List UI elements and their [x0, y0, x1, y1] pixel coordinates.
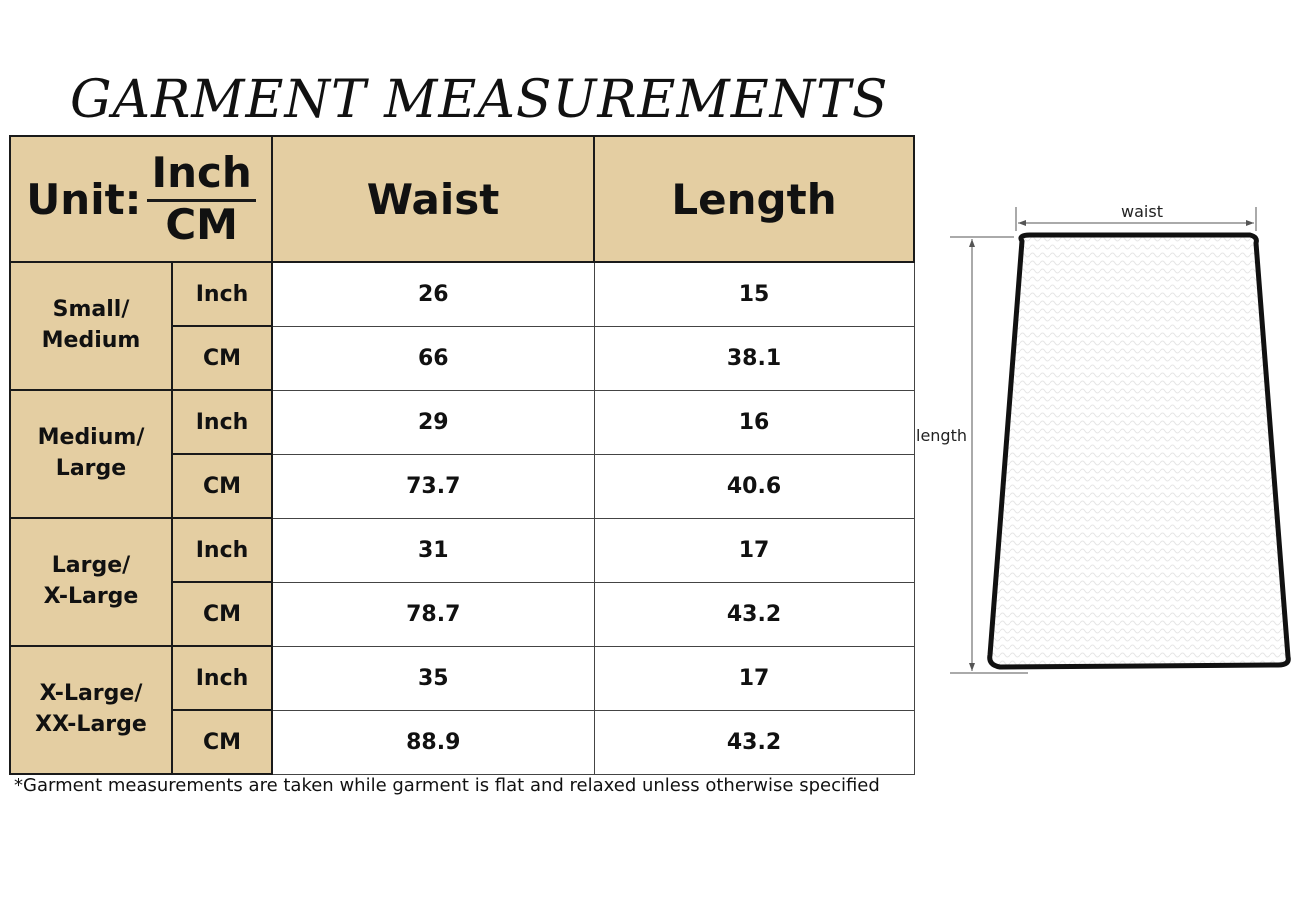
table-header-row: [10, 136, 914, 262]
size-label: X-Large/ XX-Large: [10, 646, 172, 774]
length-label: length: [916, 426, 967, 445]
row-unit-label: Inch: [172, 518, 272, 582]
row-unit-label: CM: [172, 710, 272, 774]
length-value: 40.6: [594, 454, 914, 518]
table-row: [10, 646, 914, 710]
page-title: GARMENT MEASUREMENTS: [70, 70, 889, 130]
size-chart-table: [9, 135, 915, 775]
length-value: 17: [594, 646, 914, 710]
size-label: Large/ X-Large: [10, 518, 172, 646]
row-unit-label: CM: [172, 326, 272, 390]
unit-inch-label: Inch: [147, 150, 255, 201]
row-unit-label: Inch: [172, 262, 272, 326]
row-unit-label: Inch: [172, 646, 272, 710]
length-value: 43.2: [594, 710, 914, 774]
waist-label: waist: [1121, 202, 1163, 221]
size-label: Medium/ Large: [10, 390, 172, 518]
table-row: [10, 262, 914, 326]
row-unit-label: CM: [172, 582, 272, 646]
table-row: [10, 390, 914, 454]
unit-cm-label: CM: [165, 199, 238, 249]
table-row: [10, 518, 914, 582]
length-value: 38.1: [594, 326, 914, 390]
length-value: 16: [594, 390, 914, 454]
unit-header-cell: [10, 136, 272, 262]
waist-value: 26: [272, 262, 594, 326]
waist-value: 35: [272, 646, 594, 710]
column-header-length: Length: [594, 136, 914, 262]
skirt-diagram: [910, 195, 1300, 695]
row-unit-label: CM: [172, 454, 272, 518]
waist-value: 88.9: [272, 710, 594, 774]
length-value: 15: [594, 262, 914, 326]
waist-value: 73.7: [272, 454, 594, 518]
size-label: Small/ Medium: [10, 262, 172, 390]
row-unit-label: Inch: [172, 390, 272, 454]
skirt-outline: [990, 235, 1289, 667]
waist-value: 78.7: [272, 582, 594, 646]
column-header-waist: Waist: [272, 136, 594, 262]
length-value: 17: [594, 518, 914, 582]
unit-label: Unit:: [26, 174, 142, 224]
length-value: 43.2: [594, 582, 914, 646]
waist-value: 29: [272, 390, 594, 454]
waist-value: 66: [272, 326, 594, 390]
footnote: *Garment measurements are taken while garment is flat and relaxed unless otherwise specified: [14, 775, 880, 796]
waist-value: 31: [272, 518, 594, 582]
